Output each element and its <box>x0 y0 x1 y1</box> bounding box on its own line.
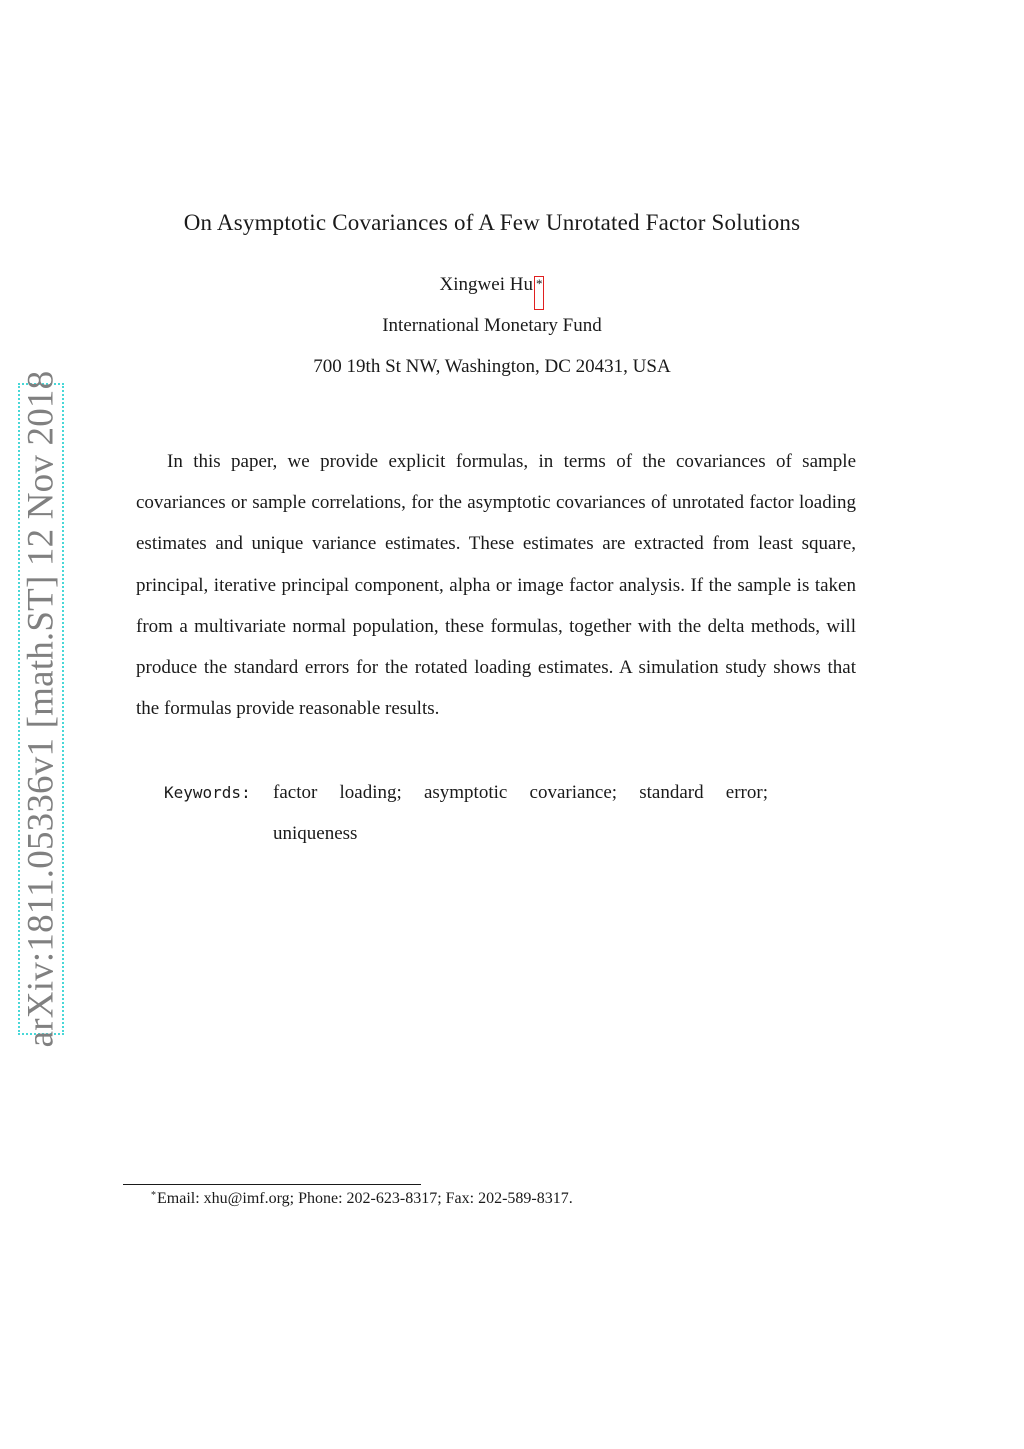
arxiv-stamp-text: arXiv:1811.05336v1 [math.ST] 12 Nov 2018 <box>20 370 62 1048</box>
keywords-text: factor loading; asymptotic covariance; standard error; uniqueness <box>273 782 768 845</box>
author-footnote-link[interactable]: * <box>534 276 545 310</box>
affiliation: International Monetary Fund <box>382 315 602 336</box>
address: 700 19th St NW, Washington, DC 20431, USA <box>313 356 671 377</box>
footnote <box>151 1190 573 1208</box>
paper-title: On Asymptotic Covariances of A Few Unrotated Factor Solutions <box>183 210 801 235</box>
arxiv-stamp-link[interactable] <box>18 370 64 1048</box>
author-line <box>0 274 984 318</box>
footnote-rule <box>123 1184 421 1185</box>
keywords-label: Keywords: <box>164 783 251 802</box>
footnote-text: Email: xhu@imf.org; Phone: 202-623-8317; Fax: 202-589-8317. <box>157 1190 573 1207</box>
abstract: In this paper, we provide explicit formulas, in terms of the covariances of sample covariances or sample correlations, for the asymptotic covariances of unrotated factor loading estimates and unique variance estimates. These estimates are extracted from least square, principal, iterative principal component, alpha or image factor analysis. If the sample is taken from a multivariate normal population, these formulas, together with the delta methods, will produce the standard errors for the rotated loading estimates. A simulation study shows that the formulas provide reasonable results. <box>136 451 856 720</box>
footnote-mark: * <box>151 1190 156 1201</box>
author-name: Xingwei Hu <box>439 274 533 295</box>
